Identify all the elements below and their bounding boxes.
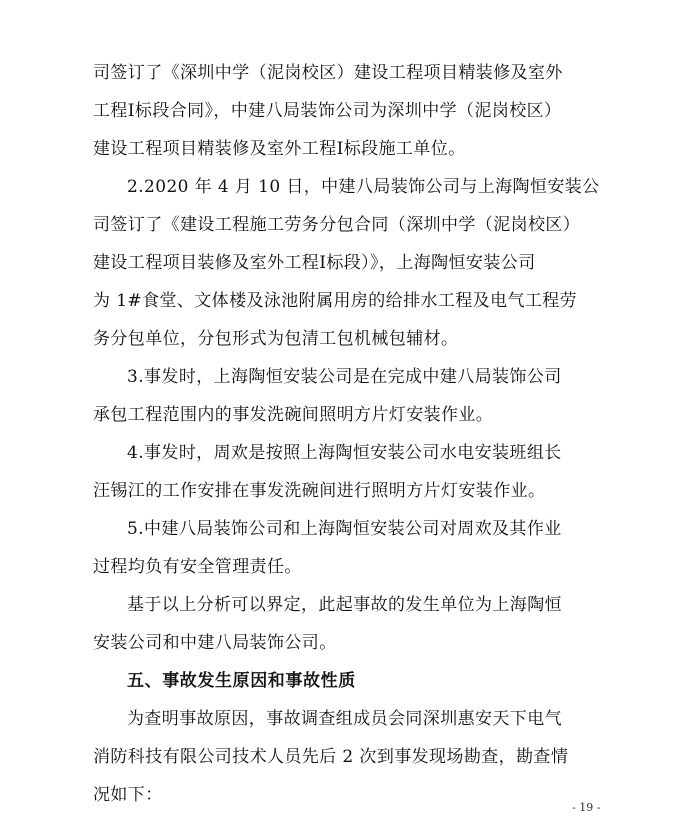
- text-line: 为查明事故原因，事故调查组成员会同深圳惠安天下电气: [127, 709, 562, 729]
- section-heading: 五、事故发生原因和事故性质: [127, 671, 356, 691]
- text-line: 务分包单位，分包形式为包清工包机械包辅材。: [93, 329, 459, 349]
- text-line: 过程均负有安全管理责任。: [93, 557, 302, 577]
- text-line: 工程Ⅰ标段合同》，中建八局装饰公司为深圳中学（泥岗校区）: [93, 101, 562, 121]
- text-line: 安装公司和中建八局装饰公司。: [93, 633, 337, 653]
- text-line: 汪锡江的工作安排在事发洗碗间进行照明方片灯安装作业。: [93, 481, 546, 501]
- text-line: 2.2020 年 4 月 10 日，中建八局装饰公司与上海陶恒安装公: [127, 177, 600, 197]
- text-line: 基于以上分析可以界定，此起事故的发生单位为上海陶恒: [127, 595, 562, 615]
- text-line: 承包工程范围内的事发洗碗间照明方片灯安装作业。: [93, 405, 494, 425]
- text-line: 建设工程项目装修及室外工程Ⅰ标段）》，上海陶恒安装公司: [93, 253, 536, 273]
- text-line: 司签订了《建设工程施工劳务分包合同（深圳中学（泥岗校区）: [93, 215, 581, 235]
- text-line: 4.事发时，周欢是按照上海陶恒安装公司水电安装班组长: [127, 443, 562, 463]
- text-line: 况如下：: [93, 785, 163, 805]
- text-line: 消防科技有限公司技术人员先后 2 次到事发现场勘查，勘查情: [93, 747, 569, 767]
- text-line: 5.中建八局装饰公司和上海陶恒安装公司对周欢及其作业: [127, 519, 562, 539]
- document-body: [93, 54, 613, 814]
- text-line: 建设工程项目精装修及室外工程Ⅰ标段施工单位。: [93, 139, 466, 159]
- text-line: 3.事发时，上海陶恒安装公司是在完成中建八局装饰公司: [127, 367, 562, 387]
- text-line: 司签订了《深圳中学（泥岗校区）建设工程项目精装修及室外: [93, 63, 563, 83]
- page-number: - 19 -: [572, 801, 601, 814]
- text-line: 为 1#食堂、文体楼及泳池附属用房的给排水工程及电气工程劳: [93, 291, 578, 311]
